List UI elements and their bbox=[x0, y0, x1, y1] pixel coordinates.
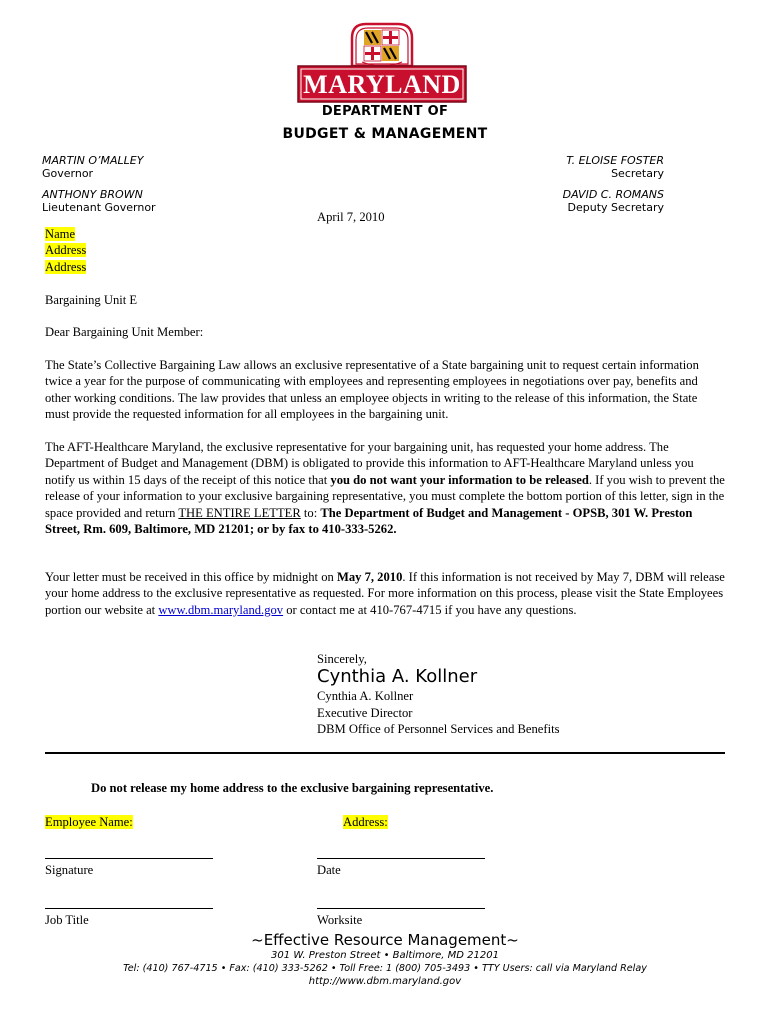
worksite-line[interactable] bbox=[317, 908, 485, 909]
p2-text-e: to: bbox=[300, 505, 321, 520]
signature-label: Signature bbox=[45, 863, 94, 877]
letter-date: April 7, 2010 bbox=[317, 210, 385, 224]
job-title-label: Job Title bbox=[45, 913, 89, 927]
address-label: Address: bbox=[343, 815, 388, 829]
p2-entire-letter: THE ENTIRE LETTER bbox=[178, 505, 301, 520]
date-label: Date bbox=[317, 863, 341, 877]
paragraph-2 bbox=[45, 439, 725, 537]
p3-deadline: May 7, 2010 bbox=[336, 570, 403, 584]
paragraph-3 bbox=[45, 569, 725, 618]
governor-name: MARTIN O’MALLEY bbox=[42, 154, 144, 167]
p2-text-c: . If you wish to prevent the release of your information to your exclusive bargaining representative, you must complete the bottom portion of this letter, sign in the space provided and return bbox=[45, 472, 725, 520]
secretary-title: Secretary bbox=[611, 167, 664, 180]
department-line-2: BUDGET & MANAGEMENT bbox=[282, 126, 488, 142]
p2-return-address: The Department of Budget and Management - OPSB, 301 W. Preston Street, Rm. 609, Baltimore, MD 21201; or by fax to 410-333-5262. bbox=[45, 505, 693, 537]
p2-text-a: The AFT-Healthcare Maryland, the exclusive representative for your bargaining unit, has requested your home address. The Department of Budget and Management (DBM) is obligated to provide this information to AFT-Healthcare Maryland unless you notify us within 15 days of the receipt of this notice that bbox=[45, 440, 694, 487]
governor-title: Governor bbox=[42, 167, 94, 180]
worksite-label: Worksite bbox=[317, 913, 363, 927]
deputy-secretary-title: Deputy Secretary bbox=[567, 201, 664, 214]
salutation: Dear Bargaining Unit Member: bbox=[45, 325, 204, 339]
p3-text-c: . If this information is not received by May 7, DBM will release your home address to the exclusive representative as requested. For more information on this process, please visit the State Employees portion our website at bbox=[45, 570, 725, 617]
recipient-block bbox=[45, 226, 86, 275]
p3-text-a: Your letter must be received in this office by midnight on bbox=[45, 570, 337, 584]
closing: Sincerely, bbox=[317, 652, 367, 666]
job-title-line[interactable] bbox=[45, 908, 213, 909]
employee-name-field[interactable] bbox=[45, 814, 133, 830]
footer-contacts: Tel: (410) 767-4715 • Fax: (410) 333-5262 • Toll Free: 1 (800) 705-3493 • TTY Users: call via Maryland Relay bbox=[123, 963, 647, 974]
maryland-seal-logo bbox=[296, 20, 468, 104]
recipient-address-2: Address bbox=[45, 259, 87, 274]
department-line-1: DEPARTMENT OF bbox=[321, 104, 449, 119]
date-line[interactable] bbox=[317, 858, 485, 859]
signer-office: DBM Office of Personnel Services and Benefits bbox=[317, 722, 560, 736]
p3-text-d: or contact me at 410-767-4715 if you have any questions. bbox=[283, 602, 577, 617]
website-link[interactable]: www.dbm.maryland.gov bbox=[158, 602, 284, 617]
footer-website[interactable]: http://www.dbm.maryland.gov bbox=[308, 976, 462, 987]
deputy-secretary-name: DAVID C. ROMANS bbox=[562, 188, 664, 201]
footer-address: 301 W. Preston Street • Baltimore, MD 21201 bbox=[271, 950, 499, 961]
signer-name: Cynthia A. Kollner bbox=[317, 689, 414, 703]
bargaining-unit: Bargaining Unit E bbox=[45, 293, 138, 307]
address-field[interactable] bbox=[343, 814, 388, 830]
seal-name-text: MARYLAND bbox=[303, 70, 461, 99]
section-divider bbox=[45, 752, 725, 754]
p2-bold-notice: you do not want your information to be released bbox=[330, 472, 589, 487]
lt-governor-title: Lieutenant Governor bbox=[42, 201, 156, 214]
secretary-name: T. ELOISE FOSTER bbox=[566, 154, 664, 167]
paragraph-1: The State’s Collective Bargaining Law allows an exclusive representative of a State bargaining unit to request certain information twice a year for the purpose of communicating with employees and representing employees in negotiations over pay, benefits and other working conditions. The law provides that unless an employee objects in writing to the release of this information, the State must provide the requested information for all employees in the bargaining unit. bbox=[45, 358, 699, 422]
signature-script: Cynthia A. Kollner bbox=[317, 666, 478, 687]
employee-name-label: Employee Name: bbox=[45, 815, 133, 829]
lt-governor-name: ANTHONY BROWN bbox=[42, 188, 143, 201]
signature-line[interactable] bbox=[45, 858, 213, 859]
form-heading: Do not release my home address to the exclusive bargaining representative. bbox=[91, 781, 494, 795]
footer-motto: ~Effective Resource Management~ bbox=[251, 931, 519, 949]
recipient-address-1: Address bbox=[45, 243, 87, 258]
signer-title: Executive Director bbox=[317, 706, 413, 720]
recipient-name: Name bbox=[45, 227, 76, 241]
